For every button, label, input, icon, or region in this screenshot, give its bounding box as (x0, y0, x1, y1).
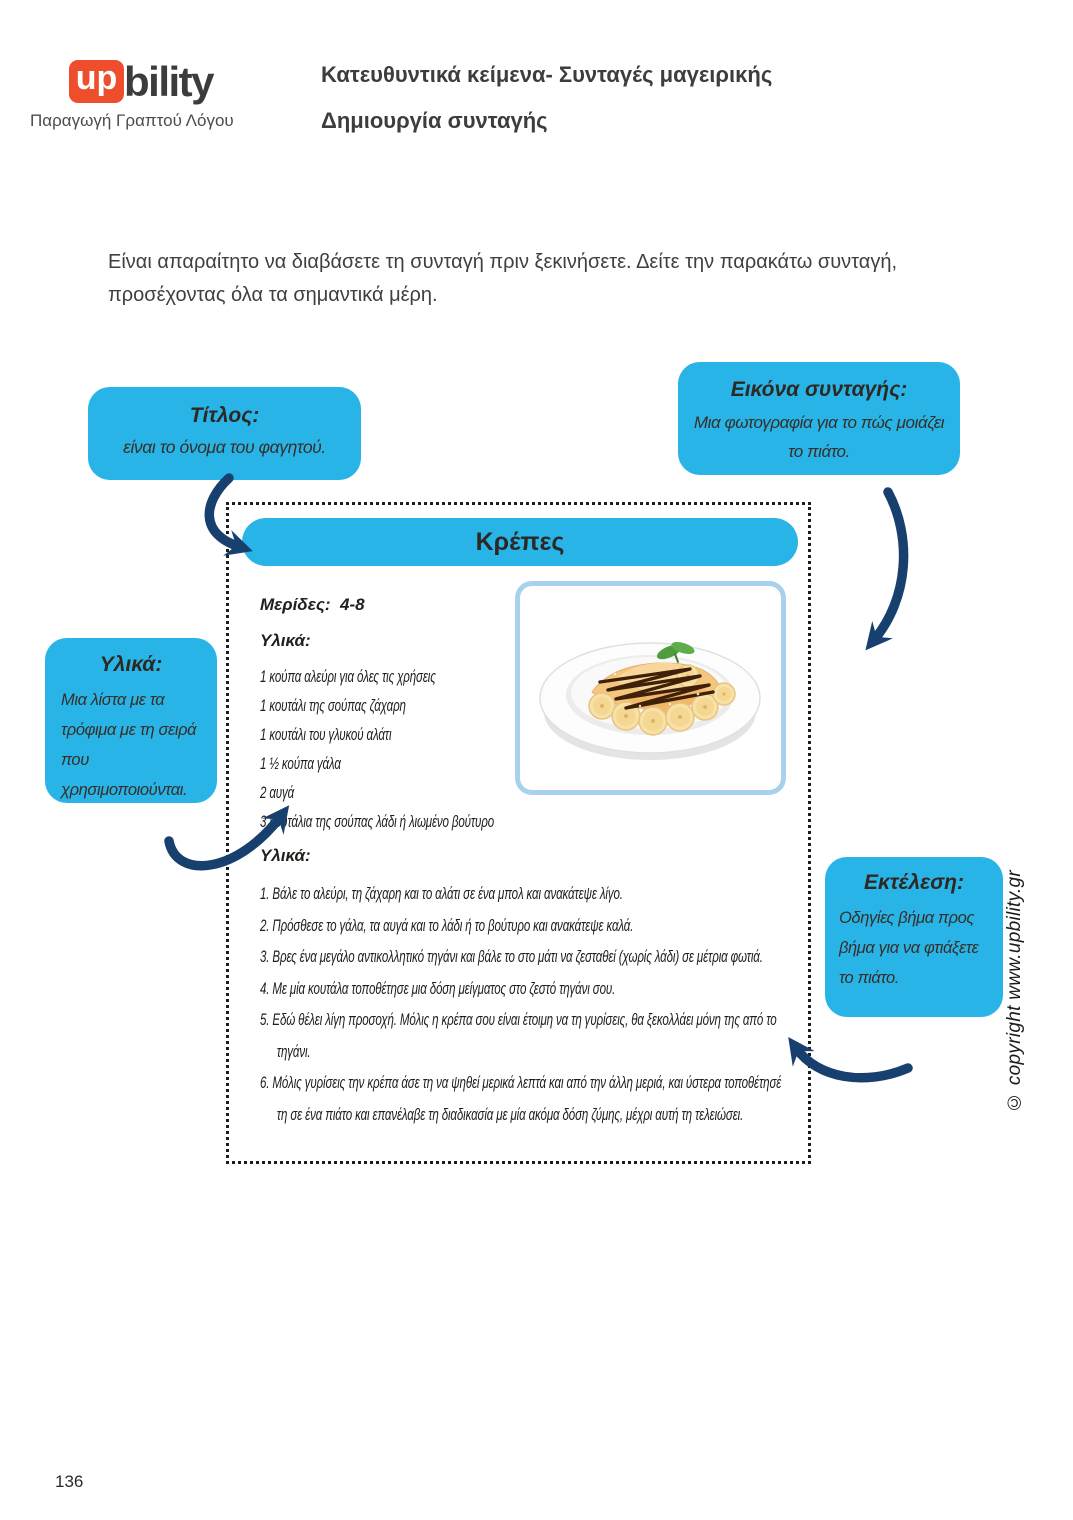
steps-list (260, 879, 784, 1131)
ingredient-item: 2 αυγά (260, 784, 295, 802)
ingredient-item: 1 κουτάλι της σούπας ζάχαρη (260, 697, 406, 715)
steps-heading: Υλικά: (260, 846, 311, 865)
callout-recipe-image (678, 362, 960, 475)
callout-title (88, 387, 361, 480)
step-item: 2. Πρόσθεσε το γάλα, τα αυγά και το λάδι ή το βούτυρο και ανακάτεψε καλά. (260, 916, 634, 935)
step-item: 3. Βρες ένα μεγάλο αντικολλητικό τηγάνι και βάλε το στο μάτι να ζεσταθεί (χωρίς λάδι) σε μέτρια φωτιά. (260, 948, 763, 966)
logo-wordmark (30, 60, 234, 103)
header-line-2: Δημιουργία συνταγής (321, 108, 548, 133)
arrow-image-icon (874, 492, 904, 640)
arrow-execution-icon (796, 1048, 908, 1078)
step-item: 4. Με μία κουτάλα τοποθέτησε μια δόση μείγματος στο ζεστό τηγάνι σου. (260, 979, 616, 998)
callout-title-body: είναι το όνομα του φαγητού. (123, 437, 326, 457)
recipe-card (226, 502, 811, 1164)
intro-paragraph: Είναι απαραίτητο να διαβάσετε τη συνταγή πριν ξεκινήσετε. Δείτε την παρακάτω συνταγή, προσέχοντας όλα τα σημαντικά μέρη. (108, 251, 898, 306)
page-number: 136 (55, 1472, 84, 1491)
step-item: 1. Βάλε το αλεύρι, τη ζάχαρη και το αλάτι σε ένα μπολ και ανακάτεψε λίγο. (260, 885, 623, 903)
callout-ingredients-heading: Υλικά: (99, 653, 163, 676)
ingredients-list (260, 663, 512, 837)
recipe-servings (260, 595, 365, 615)
callout-image-line: το πιάτο. (788, 442, 850, 461)
step-item: 5. Εδώ θέλει λίγη προσοχή. Μόλις η κρέπα σου είναι έτοιμη να τη γυρίσεις, θα ξεκολλάει μόνη της από το τηγάνι. (260, 1011, 777, 1061)
ingredients-heading: Υλικά: (260, 631, 311, 650)
callout-title-heading: Τίτλος: (189, 404, 260, 427)
callout-image-heading: Εικόνα συνταγής: (730, 378, 908, 401)
header-line-1: Κατευθυντικά κείμενα- Συνταγές μαγειρικής (321, 62, 773, 87)
upbility-logo (30, 60, 234, 131)
servings-value: 4-8 (340, 595, 365, 614)
ingredient-item: 1 κουτάλι του γλυκού αλάτι (260, 726, 392, 744)
logo-tagline: Παραγωγή Γραπτού Λόγου (30, 111, 234, 130)
callout-ingredients (45, 638, 217, 803)
callout-ingredients-body (61, 685, 217, 805)
callout-execution (825, 857, 1003, 1017)
logo-bility-text: bility (124, 58, 214, 105)
crepes-photo (520, 586, 781, 790)
step-item: 6. Μόλις γυρίσεις την κρέπα άσε τη να ψηθεί μερικά λεπτά και από την άλλη μεριά, και ύστερα τοποθέτησέ τη σε ένα πιάτο και επανέλαβε τη διαδικασία με μία ακόμα δόση ζύμης, μέχρι αυτή τη τελειώσει. (260, 1074, 782, 1124)
ingredient-item: 1 ½ κούπα γάλα (260, 755, 341, 773)
callout-image-line: Μια φωτογραφία για το πώς μοιάζει (693, 413, 945, 432)
ingredient-item: 1 κούπα αλεύρι για όλες τις χρήσεις (260, 668, 436, 686)
callout-execution-body (839, 903, 1003, 993)
logo-up-badge: up (69, 60, 124, 103)
recipe-title: Κρέπες (242, 518, 798, 566)
servings-label: Μερίδες: (260, 595, 331, 614)
callout-ingredients-line: τρόφιμα με τη σειρά (61, 721, 197, 739)
document-header (321, 62, 772, 134)
callout-execution-heading: Εκτέλεση: (863, 871, 964, 894)
ingredient-item: 3 κουτάλια της σούπας λάδι ή λιωμένο βούτυρο (260, 813, 495, 831)
callout-execution-line: βήμα για να φτιάξετε (839, 939, 979, 957)
recipe-photo-frame (515, 581, 786, 795)
callout-ingredients-line: Μια λίστα με τα (61, 691, 165, 709)
callout-execution-line: Οδηγίες βήμα προς (839, 909, 975, 927)
callout-execution-line: το πιάτο. (839, 969, 899, 987)
copyright-text: © copyright www.upbility.gr (1004, 869, 1025, 1112)
callout-ingredients-line: που χρησιμοποιούνται. (61, 751, 188, 799)
callout-image-body (678, 408, 960, 466)
